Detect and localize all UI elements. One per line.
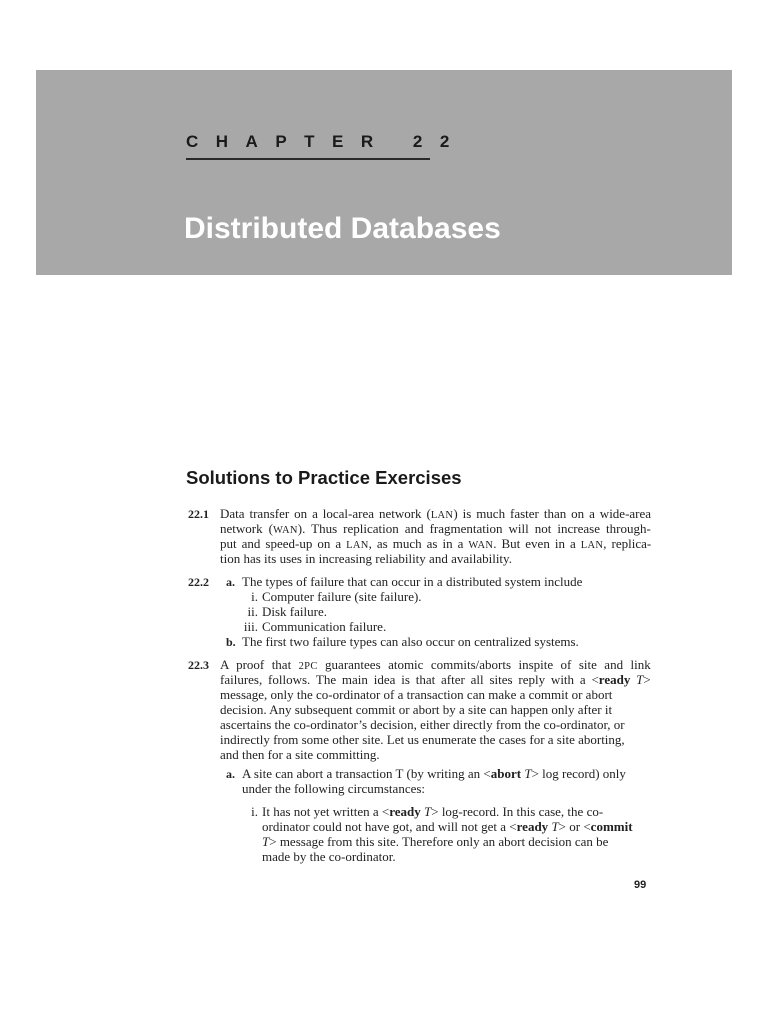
text: A site can abort a transaction T (by writing an <: [242, 766, 491, 781]
text: > log-record. In this case, the co-: [431, 804, 604, 819]
exercise-number: 22.3: [188, 658, 209, 672]
exercise-number: 22.1: [188, 507, 209, 521]
text: It has not yet written a <: [262, 804, 390, 819]
text: ordinator could not have got, and will not get a <: [262, 819, 517, 834]
text-line: failures, follows. The main idea is that after all sites reply with a <ready T>: [220, 672, 651, 687]
abbr-wan: WAN: [272, 525, 298, 536]
var-t: T: [524, 766, 532, 781]
abbr-lan: LAN: [580, 540, 604, 551]
var-t: T: [551, 819, 559, 834]
page-number: 99: [634, 879, 647, 891]
text: . But even in a: [493, 536, 581, 551]
abbr-lan: LAN: [346, 540, 369, 551]
text-line: The first two failure types can also occur on centralized systems.: [242, 634, 579, 649]
keyword-ready: ready: [598, 672, 631, 687]
item-marker: iii.: [243, 619, 258, 634]
text-line: The types of failure that can occur in a distributed system include: [242, 574, 583, 589]
text: A proof that: [220, 657, 299, 672]
text: > message from this site. Therefore only an abort decision can be: [269, 834, 609, 849]
text-line: tion has its uses in increasing reliability and availability.: [220, 551, 512, 566]
keyword-commit: commit: [590, 819, 633, 834]
text-line: [262, 834, 608, 850]
text: , as much as in a: [368, 536, 469, 551]
abbr-lan: LAN: [430, 510, 454, 521]
text-line: and then for a site committing.: [220, 747, 380, 762]
text-line: Computer failure (site failure).: [262, 589, 422, 604]
keyword-abort: abort: [490, 766, 522, 781]
text: > or <: [558, 819, 591, 834]
text: , replica-: [603, 536, 652, 551]
text: Data transfer on a local-area network (: [220, 506, 431, 521]
text-line: under the following circumstances:: [242, 781, 426, 796]
text-line: Communication failure.: [262, 619, 387, 634]
chapter-label: CHAPTER 22: [186, 132, 467, 151]
text-line: ascertains the co-ordinator’s decision, either directly from the co-ordinator, or: [220, 717, 625, 732]
text-line: Disk failure.: [262, 604, 327, 619]
text: ). Thus replication and fragmentation will not increase through-: [297, 521, 651, 536]
item-marker: a.: [226, 575, 235, 589]
keyword-ready: ready: [389, 804, 421, 819]
text-line: [262, 804, 603, 820]
item-marker: b.: [226, 635, 236, 649]
keyword-ready: ready: [516, 819, 549, 834]
text: failures, follows. The main idea is that after all sites reply with a <: [220, 672, 599, 687]
item-marker: a.: [226, 767, 235, 781]
item-marker: i.: [251, 804, 258, 819]
abbr-2pc: 2PC: [298, 661, 318, 672]
var-t: T: [262, 834, 270, 849]
text-line: decision. Any subsequent commit or abort by a site can happen only after it: [220, 702, 613, 717]
text: guarantees atomic commits/aborts inspite of site and link: [317, 657, 651, 672]
text: network (: [220, 521, 273, 536]
text-line: [262, 819, 633, 835]
chapter-rule: [186, 158, 430, 160]
var-t: T: [424, 804, 432, 819]
var-t: T: [636, 672, 644, 687]
text: > log record) only: [531, 766, 626, 781]
exercise-number: 22.2: [188, 575, 209, 589]
text-line: indirectly from some other site. Let us enumerate the cases for a site aborting,: [220, 732, 625, 747]
chapter-title: Distributed Databases: [184, 212, 501, 245]
text: put and speed-up on a: [220, 536, 347, 551]
text-line: message, only the co-ordinator of a transaction can make a commit or abort: [220, 687, 613, 702]
item-marker: ii.: [247, 604, 258, 619]
text-line: made by the co-ordinator.: [262, 849, 396, 864]
text-line: [242, 766, 626, 782]
abbr-wan: WAN: [468, 540, 494, 551]
text: ) is much faster than on a wide-area: [453, 506, 652, 521]
chapter-banner: [36, 70, 732, 275]
section-heading: Solutions to Practice Exercises: [186, 467, 462, 488]
item-marker: i.: [251, 589, 258, 604]
